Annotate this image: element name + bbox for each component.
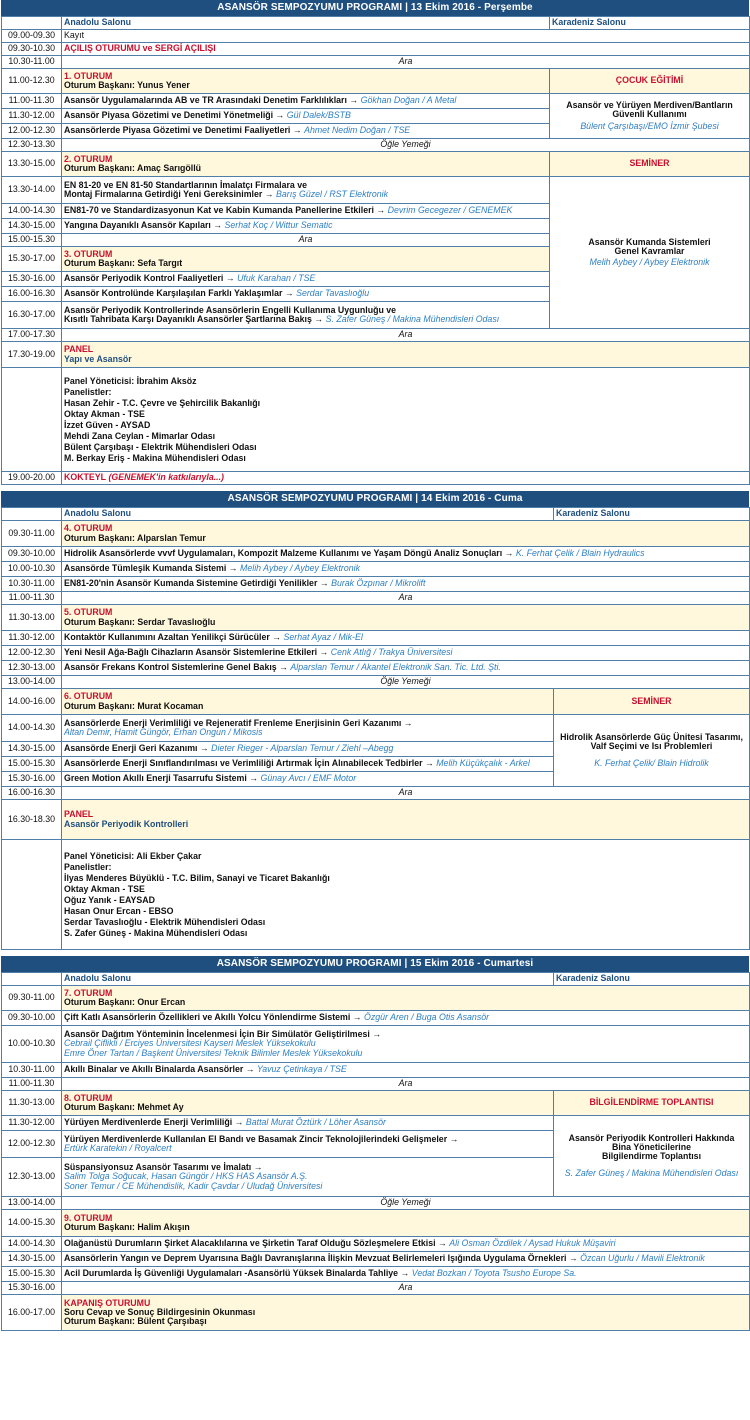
time-cell: 12.00-12.30 [2, 124, 62, 139]
hall-a-header: Anadolu Salonu [62, 508, 554, 521]
session-header [62, 1091, 554, 1116]
time-cell: 10.00-10.30 [2, 1026, 62, 1063]
side-event-title: SEMİNER [550, 152, 750, 177]
speaker: Soner Temur / CE Mühendislik, Kadir Çavdar / Uludağ Üniversitesi [64, 1180, 323, 1191]
session-title: 2. OTURUM [64, 153, 113, 164]
panel-title: PANEL [64, 344, 94, 355]
talk: Hidrolik Asansörlerde vvvf Uygulamaları, Kompozit Malzeme Kullanımı ve Yaşam Döngü Analiz Sonuçları → K. Ferhat Çelik / Blain Hydraulics [62, 547, 750, 562]
time-cell: 14.00-16.00 [2, 689, 62, 715]
side-event-title: SEMİNER [554, 689, 750, 715]
session-title: KAPANIŞ OTURUMU [64, 1297, 151, 1308]
time-cell: 11.00-11.30 [2, 94, 62, 109]
time-cell: 11.30-12.00 [2, 109, 62, 124]
speaker: Devrim Gecegezer / GENEMEK [387, 205, 513, 216]
lunch: Öğle Yemeği [62, 676, 750, 689]
break: Ara [62, 329, 750, 342]
time-cell: 09.30-11.00 [2, 521, 62, 547]
day-2-program [1, 491, 749, 950]
talk: Asansör Periyodik Kontrollerinde Asansörlerin Engelli Kullanıma Uygunluğu ve Kısıtlı Tahribata Karşı Dayanıklı Asansörler Şartlarına Bakış → S. Zafer Güneş / Makina Mühendisleri Odası [62, 302, 550, 329]
speaker: K. Ferhat Çelik / Blain Hydraulics [515, 548, 645, 559]
break: Ara [62, 592, 750, 605]
talk: Olağanüstü Durumların Şirket Alacaklılarına ve Şirketin Taraf Olduğu Sözleşmelere Etkisi → Ali Osman Özdilek / Aysad Hukuk Müşaviri [62, 1237, 750, 1252]
session-chair: Oturum Başkanı: Amaç Sarıgöllü [64, 163, 202, 173]
time-cell: 14.00-15.30 [2, 1210, 62, 1237]
session-header [62, 1210, 750, 1237]
time-cell: 16.00-16.30 [2, 787, 62, 800]
session-title: 4. OTURUM [64, 523, 113, 534]
speaker: Ahmet Nedim Doğan / TSE [304, 125, 411, 136]
speaker: Serdar Tavaslıoğlu [296, 288, 370, 299]
talk: Asansörlerde Enerji Sınıflandırılması ve Verimliliği Artırmak İçin Alınabilecek Tedbirler → Melih Küçükçalık - Arkel [62, 757, 554, 772]
time-cell: 14.30-15.00 [2, 1252, 62, 1267]
session-chair: Oturum Başkanı: Bülent Çarşıbaşı [64, 1316, 207, 1327]
time-cell: 14.00-14.30 [2, 1237, 62, 1252]
time-cell: 14.30-15.00 [2, 219, 62, 234]
talk: Acil Durumlarda İş Güvenliği Uygulamaları -Asansörlü Yüksek Binalarda Tahliye → Vedat Bozkan / Toyota Tsusho Europe Sa. [62, 1267, 750, 1282]
time-cell: 16.00-17.00 [2, 1295, 62, 1331]
day-3-program [1, 956, 749, 1331]
talk: Asansör Piyasa Gözetimi ve Denetimi Yönetmeliği → Gül Dalek/BSTB [62, 109, 550, 124]
talk: Yürüyen Merdivenlerde Kullanılan El Bandı ve Basamak Zincir Teknolojilerindeki Gelişmeler → Ertürk Karatekin / Royalcert [62, 1131, 554, 1158]
panel-title: PANEL [64, 809, 94, 820]
speaker: Yavuz Çetinkaya / TSE [256, 1064, 347, 1075]
session-chair: Oturum Başkanı: Alparslan Temur [64, 532, 206, 543]
time-cell: 14.00-14.30 [2, 204, 62, 219]
talk: Asansörlerde Piyasa Gözetimi ve Denetimi Faaliyetleri → Ahmet Nedim Doğan / TSE [62, 124, 550, 139]
speaker: Cebrail Çiflikli / Erciyes Üniversitesi Kayseri Meslek Yüksekokulu [64, 1038, 316, 1049]
speaker: Salim Tolga Soğucak, Hasan Güngör / HKS HAS Asansör A.Ş. [64, 1171, 308, 1182]
talk: Asansör Periyodik Kontrol Faaliyetleri → Ufuk Karahan / TSE [62, 272, 550, 287]
panel-header [62, 800, 750, 840]
talk: Asansörlerin Yangın ve Deprem Uyarısına Bağlı Davranışlarına İlişkin Mevzuat Belirlemeleri Işığında Uygulama Örnekleri → Özcan Uğurlu / Mavili Elektronik [62, 1252, 750, 1267]
time-cell: 10.30-11.00 [2, 56, 62, 69]
session-header [62, 247, 550, 272]
speaker: Özcan Uğurlu / Mavili Elektronik [580, 1253, 705, 1264]
panel-members: Panel Yöneticisi: İbrahim Aksöz Panelistler: Hasan Zehir - T.C. Çevre ve Şehircilik Bakanlığı Oktay Akman - TSE İzzet Güven - AYSAD Mehdi Zana Ceylan - Mimarlar Odası Bülent Çarşıbaşı - Elektrik Mühendisleri Odası M. Berkay Eriş - Makina Mühendisleri Odası [62, 368, 750, 472]
time-cell: 16.00-16.30 [2, 287, 62, 302]
session-header [62, 152, 550, 177]
speaker: Vedat Bozkan / Toyota Tsusho Europe Sa. [411, 1268, 577, 1279]
time-cell: 16.30-17.00 [2, 302, 62, 329]
talk: EN81-20'nin Asansör Kumanda Sistemine Getirdiği Yenilikler → Burak Özpınar / Mikrolift [62, 577, 750, 592]
time-cell: 13.00-14.00 [2, 676, 62, 689]
session-chair: Oturum Başkanı: Serdar Tavaslıoğlu [64, 616, 216, 627]
break: Ara [62, 787, 750, 800]
time-cell: 09.30-11.00 [2, 986, 62, 1011]
talk: Asansör Dağıtım Yönteminin İncelenmesi İçin Bir Simülatör Geliştirilmesi → Cebrail Çiflikli / Erciyes Üniversitesi Kayseri Meslek Yüksekokulu Emre Öner Tartan / Başkent Üniversitesi Teknik Bilimler Meslek Yüksekokulu [62, 1026, 750, 1063]
time-cell: 11.30-13.00 [2, 1091, 62, 1116]
session-chair: Oturum Başkanı: Mehmet Ay [64, 1102, 184, 1112]
day-3-title: ASANSÖR SEMPOZYUMU PROGRAMI | 15 Ekim 2016 - Cumartesi [1, 956, 749, 972]
time-cell: 15.00-15.30 [2, 234, 62, 247]
speaker: Melih Aybey / Aybey Elektronik [589, 257, 710, 268]
speaker: Melih Küçükçalık - Arkel [436, 758, 530, 769]
panel-members: Panel Yöneticisi: Ali Ekber Çakar Panelistler: İlyas Menderes Büyüklü - T.C. Bilim, Sanayi ve Ticaret Bakanlığı Oktay Akman - TSE Oğuz Yanık - EAYSAD Hasan Onur Ercan - EBSO Serdar Tavaslıoğlu - Elektrik Mühendisleri Odası S. Zafer Güneş - Makina Mühendisleri Odası [62, 840, 750, 950]
speaker: Ufuk Karahan / TSE [237, 273, 316, 284]
session-chair: Oturum Başkanı: Sefa Targıt [64, 258, 183, 268]
speaker: Özgür Aren / Buga Otis Asansör [364, 1012, 490, 1023]
time-cell: 16.30-18.30 [2, 800, 62, 840]
time-cell: 10.00-10.30 [2, 562, 62, 577]
day-2-table [1, 507, 750, 950]
speaker: Melih Aybey / Aybey Elektronik [240, 563, 360, 574]
talk: Asansörlerde Enerji Verimliliği ve Rejeneratif Frenleme Enerjisinin Geri Kazanımı → Altan Demir, Hamit Güngör, Erhan Ongun / Mikosis [62, 715, 554, 742]
session-header [62, 986, 750, 1011]
opening-session: AÇILIŞ OTURUMU ve SERGİ AÇILIŞI [62, 43, 750, 56]
speaker: S. Zafer Güneş / Makina Mühendisleri Odası [325, 314, 500, 324]
side-event-body: Hidrolik Asansörlerde Güç Ünitesi Tasarımı, Valf Seçimi ve Isı Problemleri K. Ferhat Çelik/ Blain Hidrolik [554, 715, 750, 787]
speaker: S. Zafer Güneş / Makina Mühendisleri Odası [564, 1168, 739, 1179]
time-cell: 14.30-15.00 [2, 742, 62, 757]
time-cell: 09.30-10.00 [2, 1011, 62, 1026]
time-cell: 10.30-11.00 [2, 577, 62, 592]
time-cell: 11.30-12.00 [2, 1116, 62, 1131]
talk: Asansör Uygulamalarında AB ve TR Arasındaki Denetim Farklılıkları → Gökhan Doğan / A Metal [62, 94, 550, 109]
session-chair: Oturum Başkanı: Murat Kocaman [64, 700, 204, 711]
talk: EN81-70 ve Standardizasyonun Kat ve Kabin Kumanda Panellerine Etkileri → Devrim Gecegezer / GENEMEK [62, 204, 550, 219]
time-cell: 11.00-11.30 [2, 1078, 62, 1091]
day-1-table [1, 16, 750, 485]
session-chair: Oturum Başkanı: Onur Ercan [64, 997, 186, 1007]
talk: EN 81-20 ve EN 81-50 Standartlarının İmalatçı Firmalara ve Montaj Firmalarına Getirdiği Yeni Gereksinimler → Barış Güzel / RST Elektronik [62, 177, 550, 204]
session-header [62, 521, 750, 547]
time-cell: 15.30-16.00 [2, 772, 62, 787]
speaker: Barış Güzel / RST Elektronik [276, 189, 388, 199]
panel-header [62, 342, 750, 368]
day-1-title: ASANSÖR SEMPOZYUMU PROGRAMI | 13 Ekim 2016 - Perşembe [1, 0, 749, 16]
break: Ara [62, 234, 550, 247]
break: Ara [62, 56, 750, 69]
talk: Green Motion Akıllı Enerji Tasarrufu Sistemi → Günay Avcı / EMF Motor [62, 772, 554, 787]
break: Ara [62, 1282, 750, 1295]
time-cell: 13.30-15.00 [2, 152, 62, 177]
speaker: Serhat Koç / Wittur Sematic [224, 220, 333, 231]
session-title: 3. OTURUM [64, 248, 113, 259]
panel-subtitle: Yapı ve Asansör [64, 353, 132, 364]
hall-b-header: Karadeniz Salonu [554, 508, 750, 521]
session-title: 9. OTURUM [64, 1212, 113, 1223]
speaker: Ali Osman Özdilek / Aysad Hukuk Müşaviri [449, 1238, 616, 1249]
time-cell: 13.30-14.00 [2, 177, 62, 204]
talk: Yürüyen Merdivenlerde Enerji Verimliliği → Battal Murat Öztürk / Löher Asansör [62, 1116, 554, 1131]
time-cell: 11.00-12.30 [2, 69, 62, 94]
time-cell: 15.30-16.00 [2, 1282, 62, 1295]
speaker: Alparslan Temur / Akantel Elektronik San. Tic. Ltd. Şti. [290, 662, 501, 673]
speaker: Ertürk Karatekin / Royalcert [64, 1143, 172, 1153]
talk: Süspansiyonsuz Asansör Tasarımı ve İmalatı → Salim Tolga Soğucak, Hasan Güngör / HKS HAS Asansör A.Ş. Soner Temur / CE Mühendislik, Kadir Çavdar / Uludağ Üniversitesi [62, 1158, 554, 1197]
session-header [62, 605, 750, 631]
time-cell: 12.30-13.00 [2, 661, 62, 676]
speaker: Gül Dalek/BSTB [286, 110, 351, 121]
time-cell: 17.30-19.00 [2, 342, 62, 368]
lunch: Öğle Yemeği [62, 1197, 750, 1210]
time-cell: 09.30-10.30 [2, 43, 62, 56]
panel-subtitle: Asansör Periyodik Kontrolleri [64, 818, 189, 829]
speaker: Günay Avcı / EMF Motor [260, 773, 357, 784]
speaker: Altan Demir, Hamit Güngör, Erhan Ongun / Mikosis [64, 727, 263, 737]
day-2-title: ASANSÖR SEMPOZYUMU PROGRAMI | 14 Ekim 2016 - Cuma [1, 491, 749, 507]
side-event-body: Asansör Periyodik Kontrolleri Hakkında Bina Yöneticilerine Bilgilendirme Toplantısı S. Zafer Güneş / Makina Mühendisleri Odası [554, 1116, 750, 1197]
talk: Asansörde Enerji Geri Kazanımı → Dieter Rieger - Alparslan Temur / Ziehl –Abegg [62, 742, 554, 757]
time-cell: 11.00-11.30 [2, 592, 62, 605]
hall-a-header: Anadolu Salonu [62, 17, 550, 30]
time-cell: 12.00-12.30 [2, 1131, 62, 1158]
program-page [1, 0, 749, 1331]
registration: Kayıt [62, 30, 750, 43]
time-cell: 15.00-15.30 [2, 757, 62, 772]
speaker: Serhat Ayaz / Mik-El [283, 632, 363, 643]
speaker: Gökhan Doğan / A Metal [360, 95, 457, 106]
session-chair: Oturum Başkanı: Yunus Yener [64, 80, 190, 90]
side-event-title: BİLGİLENDİRME TOPLANTISI [554, 1091, 750, 1116]
cocktail: KOKTEYL (GENEMEK'in katkılarıyla...) [62, 472, 750, 485]
speaker: Burak Özpınar / Mikrolift [331, 578, 426, 589]
speaker: Bülent Çarşıbaşı/EMO İzmir Şubesi [580, 121, 719, 132]
time-cell: 12.30-13.00 [2, 1158, 62, 1197]
time-cell: 13.00-14.00 [2, 1197, 62, 1210]
day-3-table [1, 972, 750, 1331]
hall-b-header: Karadeniz Salonu [550, 17, 750, 30]
lunch: Öğle Yemeği [62, 139, 750, 152]
speaker: Cenk Atlığ / Trakya Üniversitesi [330, 647, 453, 658]
talk: Asansör Kontrolünde Karşılaşılan Farklı Yaklaşımlar → Serdar Tavaslıoğlu [62, 287, 550, 302]
time-cell: 10.30-11.00 [2, 1063, 62, 1078]
time-cell: 17.00-17.30 [2, 329, 62, 342]
session-header [62, 689, 554, 715]
side-event-body: Asansör ve Yürüyen Merdiven/Bantların Güvenli Kullanımı Bülent Çarşıbaşı/EMO İzmir Şubesi [550, 94, 750, 139]
session-title: 7. OTURUM [64, 987, 113, 998]
talk: Yangına Dayanıklı Asansör Kapıları → Serhat Koç / Wittur Sematic [62, 219, 550, 234]
time-cell: 15.30-17.00 [2, 247, 62, 272]
time-cell: 15.30-16.00 [2, 272, 62, 287]
time-cell: 11.30-13.00 [2, 605, 62, 631]
speaker: Emre Öner Tartan / Başkent Üniversitesi Teknik Bilimler Meslek Yüksekokulu [64, 1047, 363, 1058]
talk: Yeni Nesil Ağa-Bağlı Cihazların Asansör Sistemlerine Etkileri → Cenk Atlığ / Trakya Üniversitesi [62, 646, 750, 661]
speaker: K. Ferhat Çelik/ Blain Hidrolik [594, 758, 709, 769]
hall-a-header: Anadolu Salonu [62, 973, 554, 986]
talk: Akıllı Binalar ve Akıllı Binalarda Asansörler → Yavuz Çetinkaya / TSE [62, 1063, 750, 1078]
time-cell: 15.00-15.30 [2, 1267, 62, 1282]
talk: Asansörde Tümleşik Kumanda Sistemi → Melih Aybey / Aybey Elektronik [62, 562, 750, 577]
session-title: 5. OTURUM [64, 607, 113, 618]
hall-b-header: Karadeniz Salonu [554, 973, 750, 986]
speaker: Battal Murat Öztürk / Löher Asansör [245, 1117, 386, 1128]
session-header [62, 69, 550, 94]
session-title: 8. OTURUM [64, 1092, 113, 1103]
time-cell: 11.30-12.00 [2, 631, 62, 646]
session-title: 6. OTURUM [64, 691, 113, 702]
talk: Asansör Frekans Kontrol Sistemlerine Genel Bakış → Alparslan Temur / Akantel Elektronik San. Tic. Ltd. Şti. [62, 661, 750, 676]
break: Ara [62, 1078, 750, 1091]
closing-session: KAPANIŞ OTURUMU Soru Cevap ve Sonuç Bildirgesinin Okunması Oturum Başkanı: Bülent Çarşıbaşı [62, 1295, 750, 1331]
time-cell: 12.00-12.30 [2, 646, 62, 661]
time-cell: 09.00-09.30 [2, 30, 62, 43]
talk: Kontaktör Kullanımını Azaltan Yenilikçi Sürücüler → Serhat Ayaz / Mik-El [62, 631, 750, 646]
session-chair: Oturum Başkanı: Halim Akışın [64, 1222, 190, 1232]
talk: Çift Katlı Asansörlerin Özellikleri ve Akıllı Yolcu Yönlendirme Sistemi → Özgür Aren / Buga Otis Asansör [62, 1011, 750, 1026]
speaker: Dieter Rieger - Alparslan Temur / Ziehl –Abegg [211, 743, 394, 754]
day-1-program [1, 0, 749, 485]
side-event-body: Asansör Kumanda Sistemleri Genel Kavramlar Melih Aybey / Aybey Elektronik [550, 177, 750, 329]
time-cell: 12.30-13.30 [2, 139, 62, 152]
time-cell: 19.00-20.00 [2, 472, 62, 485]
session-title: 1. OTURUM [64, 70, 113, 81]
time-cell: 09.30-10.00 [2, 547, 62, 562]
side-event-title: ÇOCUK EĞİTİMİ [550, 69, 750, 94]
time-cell: 14.00-14.30 [2, 715, 62, 742]
